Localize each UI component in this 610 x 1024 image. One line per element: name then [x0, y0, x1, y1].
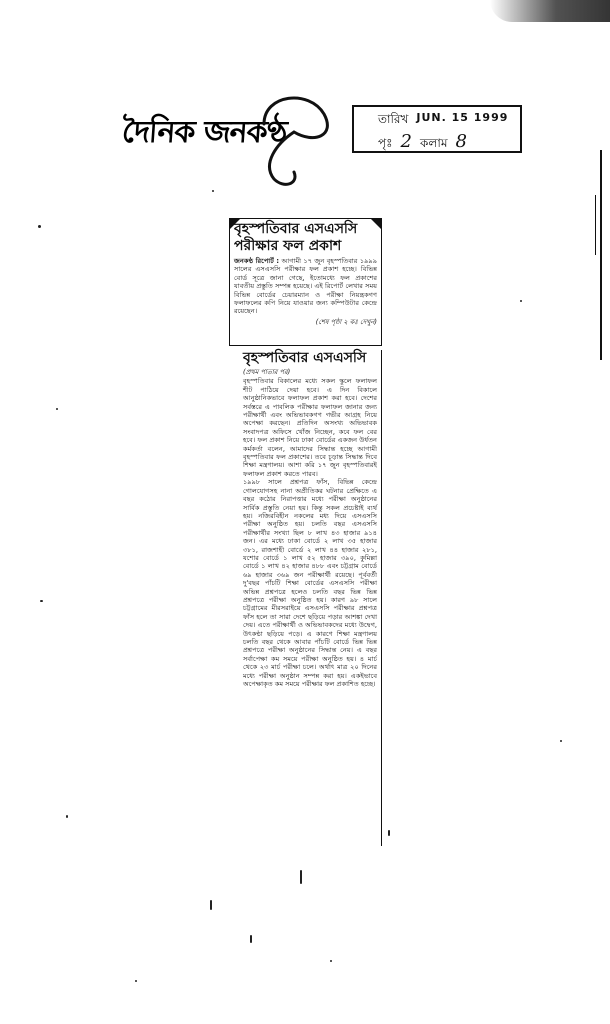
clipping-stamp [352, 105, 522, 153]
scan-speck [560, 740, 562, 742]
newspaper-masthead: দৈনিক জনকণ্ঠ [120, 115, 288, 150]
clipping-corner-mark [370, 218, 382, 230]
stamp-date-value: JUN. 15 1999 [416, 111, 509, 124]
scan-speck [330, 960, 332, 962]
front-page-clipping [229, 218, 382, 346]
front-byline: জনকণ্ঠ রিপোর্ট : [234, 257, 280, 265]
scan-speck [56, 408, 58, 410]
scan-edge-mark [600, 150, 602, 360]
scan-speck [212, 190, 214, 192]
scan-speck [135, 980, 137, 982]
scan-speck [520, 300, 522, 302]
front-body [234, 257, 377, 316]
scan-speck [250, 935, 252, 943]
scan-speck [210, 900, 212, 910]
stamp-column-label: কলাম [420, 136, 448, 150]
handwritten-number-mark [254, 84, 338, 194]
scan-edge-mark [595, 195, 596, 255]
front-body-text: আগামী ১৭ জুন বৃহস্পতিবার ১৯৯৯ সালের এসএসসি পরীক্ষার ফল প্রকাশ হচ্ছে। বিভিন্ন বোর্ড সূত্রে জানা গেছে, ইতোমধ্যে ফল প্রকাশের যাবতীয় প্রস্তুতি সম্পন্ন হয়েছে। এই রিপোর্ট লেখার সময় বিভিন্ন বোর্ডের চেয়ারম্যান ও পরীক্ষা নিয়ন্ত্রকগণ ফলাফলের কপি নিয়ে যাওয়ার জন্য কম্পিউটার কেন্দ্রে রয়েছেন। [234, 257, 377, 316]
scan-speck [38, 225, 41, 228]
continued-clipping [229, 350, 382, 846]
scan-speck [66, 815, 68, 818]
scan-speck [388, 830, 390, 836]
front-headline: বৃহস্পতিবার এসএসসি পরীক্ষার ফল প্রকাশ [234, 221, 358, 254]
stamp-page-value: 2 [400, 131, 412, 152]
clipping-corner-mark [229, 218, 241, 230]
continued-body [243, 377, 377, 688]
paragraph: ১৯৯৮ সালে প্রশ্নপত্র ফাঁস, বিভিন্ন কেন্দ্রে গোলযোগসহ নানা অপ্রীতিকর ঘটনার প্রেক্ষিতে এ বছর কঠোর নিরাপত্তার মধ্যে পরীক্ষা অনুষ্ঠানের সার্বিক প্রস্তুতি নেয়া হয়। কিন্তু সকল প্রচেষ্টাই ব্যর্থ হয়। নজিরবিহীন নকলের মধ্য দিয়ে এসএসসি পরীক্ষা অনুষ্ঠিত হয়। চলতি বছর এসএসসি পরীক্ষার্থীর সংখ্যা ছিল ৮ লাখ ৪৩ হাজার ৯১৪ জন। এর মধ্যে ঢাকা বোর্ডে ২ লাখ ৩৫ হাজার ৩৮১, রাজশাহী বোর্ডে ২ লাখ ৪৪ হাজার ২৮১, যশোর বোর্ডে ১ লাখ ৫২ হাজার ৩৯০, কুমিল্লা বোর্ডে ১ লাখ ৪২ হাজার ৪৮৮ এবং চট্টগ্রাম বোর্ডে ৬৯ হাজার ৩৬৯ জন পরীক্ষার্থী রয়েছে। পূর্ববর্তী দু'বছর পাঁচটি শিক্ষা বোর্ডের এসএসসি পরীক্ষা অভিন্ন প্রশ্নপত্রে হলেও চলতি বছর ভিন্ন ভিন্ন প্রশ্নপত্রে পরীক্ষা অনুষ্ঠিত হয়। কারণ ৯৮ সালে চট্টগ্রামের মীরসরাইয়ে এসএসসি পরীক্ষার প্রশ্নপত্র ফাঁস হলে তা সারা দেশে ছড়িয়ে পড়ার আশঙ্কা দেখা দেয়। এতে পরীক্ষার্থী ও অভিভাবকদের মধ্যে উদ্বেগ, উৎকণ্ঠা ছড়িয়ে পড়ে। এ কারণে শিক্ষা মন্ত্রণালয় চলতি বছর থেকে আবার পাঁচটি বোর্ডে ভিন্ন ভিন্ন প্রশ্নপত্রে পরীক্ষা অনুষ্ঠানের সিদ্ধান্ত নেয়। এ বছর সর্বাপেক্ষা কম সময়ে পরীক্ষা অনুষ্ঠিত হয়। ৪ মার্চ থেকে ২৩ মার্চ পরীক্ষা চলে। অর্থাৎ মাত্র ২০ দিনের মধ্যে পরীক্ষা অনুষ্ঠান সম্পন্ন করা হয়। একইভাবে অপেক্ষাকৃত কম সময়ে পরীক্ষার ফল প্রকাশিত হচ্ছে। [243, 478, 377, 689]
scan-corner-blot [490, 0, 610, 22]
stamp-column-value: 8 [455, 131, 467, 152]
scan-speck [300, 870, 302, 884]
paragraph: বৃহস্পতিবার বিকালের মধ্যে সকল স্কুলে ফলাফল শীট পাঠিয়ে দেয়া হবে। এ দিন বিকালে আনুষ্ঠানিকভাবে ফলাফল প্রকাশ করা হবে। দেশের সর্বস্তরে এ পাবলিক পরীক্ষার ফলাফল জানার জন্য পরীক্ষার্থী এবং অভিভাবকগণ গভীর আগ্রহ নিয়ে অপেক্ষা করছেন। প্রতিদিন অসংখ্য অভিভাবক সংবাদপত্র অফিসে খোঁজ নিচ্ছেন, কবে ফল বের হবে। ফল প্রকাশ নিয়ে ঢাকা বোর্ডের একজন উর্ধতন কর্মকর্তা বলেন, আমাদের সিদ্ধান্ত হচ্ছে আগামী বৃহস্পতিবার ফল প্রকাশের। তবে চূড়ান্ত সিদ্ধান্ত দিবে শিক্ষা মন্ত্রণালয়। আশা করি ১৭ জুন বৃহস্পতিবারই ফলাফল প্রকাশ করতে পারব। [243, 377, 377, 478]
continued-note: (শেষ পৃষ্ঠা ২ কঃ দেখুন) [315, 317, 377, 326]
stamp-page-row [378, 131, 467, 155]
stamp-date-label: তারিখ [378, 112, 409, 126]
stamp-date-row [378, 111, 508, 131]
from-page-note: (প্রথম পাতার পর) [243, 368, 291, 376]
continued-headline: বৃহস্পতিবার এসএসসি [243, 350, 367, 366]
stamp-page-label: পৃঃ [378, 136, 393, 150]
scan-speck [40, 600, 43, 602]
